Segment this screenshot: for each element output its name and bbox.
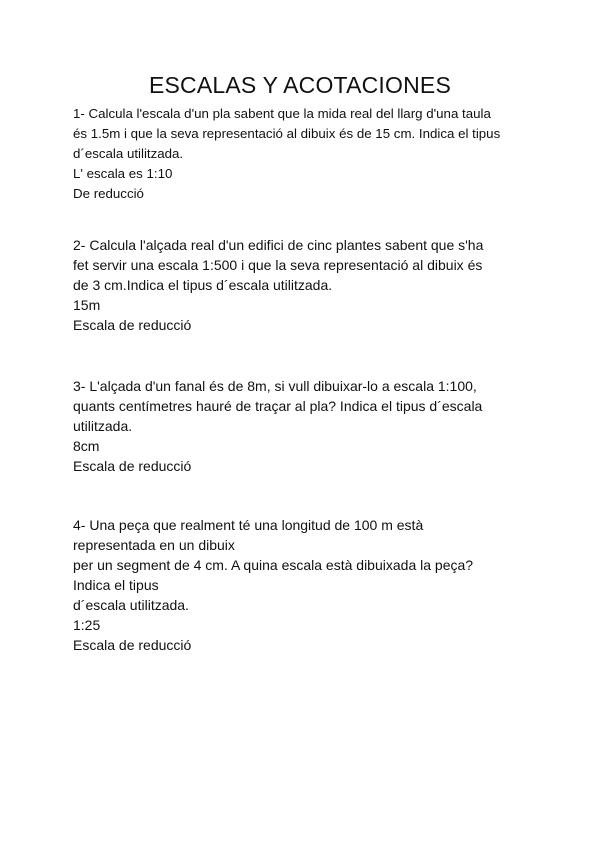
question-2-text-line-1: 2- Calcula l'alçada real d'un edifici de cinc plantes sabent que s'ha: [73, 237, 484, 253]
question-2: [73, 235, 543, 335]
question-2-answer-2: Escala de reducció: [73, 317, 192, 333]
question-3-answer-2: Escala de reducció: [73, 458, 192, 474]
question-3: [73, 376, 543, 476]
question-4-answer-2: Escala de reducció: [73, 637, 192, 653]
question-4-text-line-3: per un segment de 4 cm. A quina escala està dibuixada la peça?: [73, 557, 474, 573]
question-3-answer-1: 8cm: [73, 438, 100, 454]
question-4-text-line-5: d´escala utilitzada.: [73, 597, 189, 613]
question-4: [73, 515, 543, 655]
question-4-answer-1: 1:25: [73, 617, 101, 633]
question-2-text-line-3: de 3 cm.Indica el tipus d´escala utilitzada.: [73, 277, 333, 293]
question-4-text-line-1: 4- Una peça que realment té una longitud de 100 m està: [73, 517, 424, 533]
page-title: ESCALAS Y ACOTACIONES: [148, 72, 452, 98]
question-1-answer-1: L' escala es 1:10: [73, 166, 173, 181]
question-3-text-line-3: utilitzada.: [73, 418, 133, 434]
question-1: [73, 104, 543, 204]
question-4-text-line-2: representada en un dibuix: [73, 537, 235, 553]
question-1-text-line-1: 1- Calcula l'escala d'un pla sabent que la mida real del llarg d'una taula: [73, 106, 491, 121]
question-3-text-line-1: 3- L'alçada d'un fanal és de 8m, si vull dibuixar-lo a escala 1:100,: [73, 378, 477, 394]
question-1-answer-2: De reducció: [73, 186, 144, 201]
question-1-text-line-3: d´escala utilitzada.: [73, 146, 184, 161]
question-4-text-line-4: Indica el tipus: [73, 577, 159, 593]
question-2-text-line-2: fet servir una escala 1:500 i que la seva representació al dibuix és: [73, 257, 483, 273]
question-3-text-line-2: quants centímetres hauré de traçar al pla? Indica el tipus d´escala: [73, 398, 483, 414]
question-1-text-line-2: és 1.5m i que la seva representació al dibuix és de 15 cm. Indica el tipus: [73, 126, 501, 141]
question-2-answer-1: 15m: [73, 297, 101, 313]
